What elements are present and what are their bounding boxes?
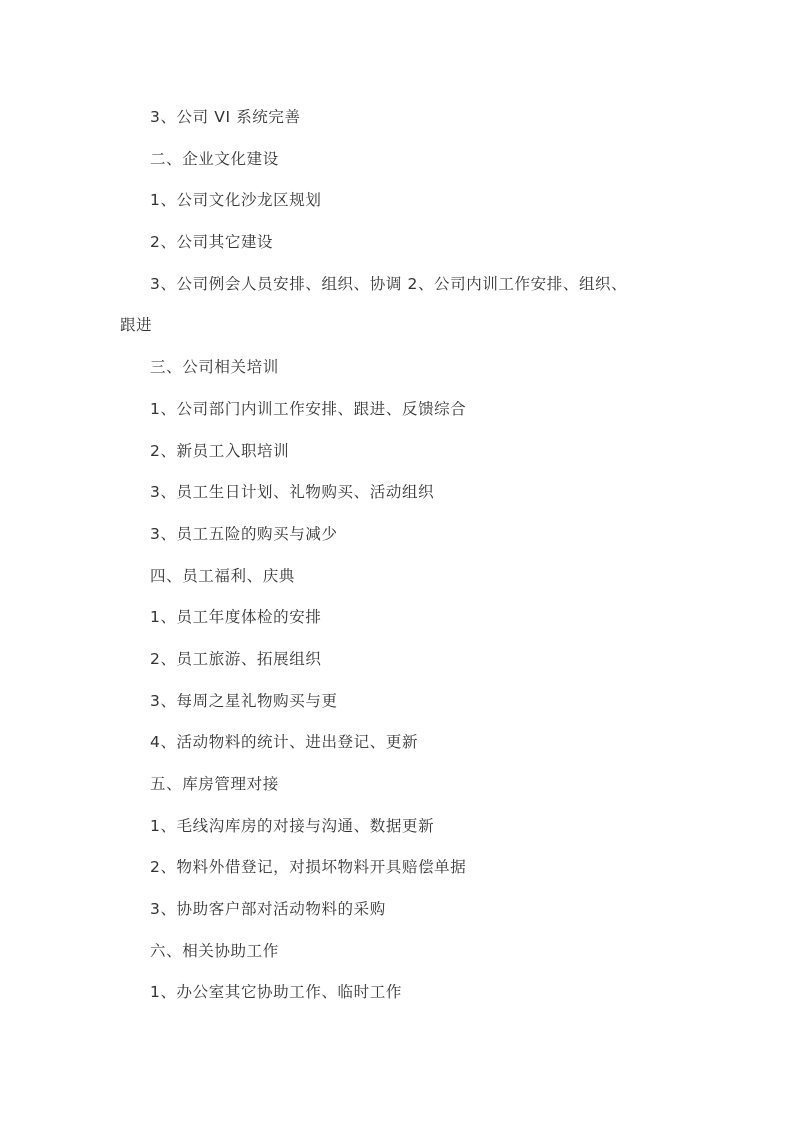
list-item: 3、公司 VI 系统完善 [150, 108, 301, 126]
section-heading: 四、员工福利、庆典 [150, 566, 295, 585]
section-heading: 六、相关协助工作 [150, 941, 279, 960]
list-item: 1、公司文化沙龙区规划 [150, 191, 322, 210]
list-item: 3、员工生日计划、礼物购买、活动组织 [150, 483, 435, 502]
document-body [120, 97, 680, 1014]
list-item: 1、公司部门内训工作安排、跟进、反馈综合 [150, 399, 467, 418]
list-item: 1、毛线沟库房的对接与沟通、数据更新 [150, 816, 435, 835]
list-item: 4、活动物料的统计、进出登记、更新 [150, 733, 419, 752]
section-heading: 三、公司相关培训 [150, 358, 279, 377]
list-item: 1、办公室其它协助工作、临时工作 [150, 983, 402, 1002]
list-item: 2、员工旅游、拓展组织 [150, 649, 322, 668]
list-item: 1、员工年度体检的安排 [150, 608, 322, 627]
list-item: 2、新员工入职培训 [150, 441, 290, 460]
list-item: 3、公司例会人员安排、组织、协调 2、公司内训工作安排、组织、 [150, 274, 628, 293]
section-heading: 五、库房管理对接 [150, 775, 279, 793]
list-item: 2、物料外借登记，对损坏物料开具赔偿单据 [150, 858, 467, 877]
section-heading: 二、企业文化建设 [150, 149, 279, 168]
list-item: 3、协助客户部对活动物料的采购 [150, 900, 386, 919]
list-item: 2、公司其它建设 [150, 233, 274, 252]
list-item-continuation: 跟进 [120, 316, 153, 335]
list-item: 3、员工五险的购买与减少 [150, 524, 338, 543]
list-item: 3、每周之星礼物购买与更 [150, 691, 338, 710]
